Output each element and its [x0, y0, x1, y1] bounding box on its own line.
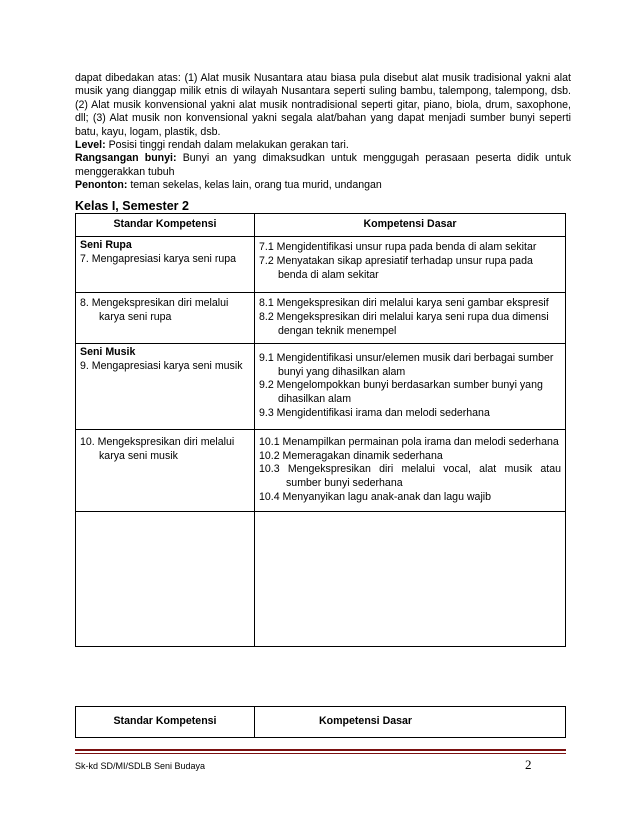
sk-heading: Seni Rupa: [80, 239, 132, 251]
rangsangan-label: Rangsangan bunyi:: [75, 152, 177, 165]
competency-table: [75, 213, 566, 647]
kd-item: 8.1 Mengekspresikan diri melalui karya seni gambar ekspresif: [259, 297, 549, 310]
kd-cell-empty: [255, 511, 566, 646]
kd-item: 10.2 Memeragakan dinamik sederhana: [259, 449, 443, 462]
footer-document-title: Sk-kd SD/MI/SDLB Seni Budaya: [75, 761, 206, 771]
competency-table-continued: [75, 706, 566, 738]
sk-heading: Seni Musik: [80, 345, 136, 358]
kd-item: 10.4 Menyanyikan lagu anak-anak dan lagu wajib: [259, 490, 492, 503]
kd-cell: [255, 429, 566, 511]
kd-item: 9.1 Mengidentifikasi unsur/elemen musik dari berbagai sumber bunyi yang dihasilkan alam: [259, 351, 554, 378]
rangsangan-text: Bunyi an yang dimaksudkan untuk menggugah perasaan peserta didik untuk menggerakkan tubuh: [75, 152, 571, 178]
table-row: [76, 237, 566, 293]
footer-rule: [75, 749, 566, 751]
page-number: 2: [525, 757, 532, 772]
kd-item: 10.1 Menampilkan permainan pola irama dan melodi sederhana: [259, 435, 559, 448]
sk-item: 8. Mengekspresikan diri melalui karya seni rupa: [80, 297, 229, 324]
sk-cell-empty: [76, 511, 255, 646]
table-header-row: [76, 214, 566, 237]
intro-text: [75, 72, 571, 193]
sk-cell: [76, 237, 255, 293]
level-label: Level:: [75, 139, 106, 152]
header-kompetensi-dasar: Kompetensi Dasar: [255, 214, 566, 237]
section-title: Kelas I, Semester 2: [75, 199, 189, 213]
kd-item: 9.2 Mengelompokkan bunyi berdasarkan sumber bunyi yang dihasilkan alam: [259, 379, 543, 406]
rangsangan-line: [75, 152, 571, 179]
kd-item: 8.2 Mengekspresikan diri melalui karya seni rupa dua dimensi dengan teknik menempel: [259, 311, 549, 337]
kd-item: 7.1 Mengidentifikasi unsur rupa pada benda di alam sekitar: [259, 241, 537, 253]
sk-item: 9. Mengapresiasi karya seni musik: [80, 359, 243, 372]
table-row: [76, 429, 566, 511]
sk-cell: [76, 293, 255, 343]
table-header-row: [76, 707, 566, 738]
sk-cell: [76, 343, 255, 429]
sk-item: 7. Mengapresiasi karya seni rupa: [80, 252, 237, 265]
kd-cell: [255, 237, 566, 293]
header-kompetensi-dasar: Kompetensi Dasar: [255, 707, 566, 738]
intro-paragraph: dapat dibedakan atas: (1) Alat musik Nusantara atau biasa pula disebut alat musik tradisional yakni alat musik yang dianggap milik etnis di wilayah Nusantara seperti suling bambu, talempong, talempong, dsb. (2) Alat musik konvensional yakni alat musik nontradisional seperti gitar, piano, biola, drum, saxophone, dll; (3) Alat musik non konvensional yakni segala alat/bahan yang dapat menjadi sumber bunyi seperti batu, kayu, logam, plastik, dsb.: [75, 72, 571, 138]
kd-item: 7.2 Menyatakan sikap apresiatif terhadap unsur rupa pada benda di alam sekitar: [259, 254, 533, 281]
table-row: [76, 293, 566, 343]
header-standar-kompetensi: Standar Kompetensi: [76, 214, 255, 237]
header-standar-kompetensi: Standar Kompetensi: [76, 707, 255, 738]
penonton-label: Penonton:: [75, 179, 128, 192]
sk-cell: [76, 429, 255, 511]
kd-cell: [255, 293, 566, 343]
sk-item: 10. Mengekspresikan diri melalui karya seni musik: [80, 435, 235, 462]
level-line: [75, 139, 571, 152]
kd-cell: [255, 343, 566, 429]
penonton-line: [75, 179, 571, 192]
footer-rule-thin: [75, 753, 566, 754]
kd-item: 9.3 Mengidentifikasi irama dan melodi sederhana: [259, 406, 490, 419]
kd-item: 10.3 Mengekspresikan diri melalui vocal, alat musik atau sumber bunyi sederhana: [259, 463, 561, 490]
penonton-text: teman sekelas, kelas lain, orang tua murid, undangan: [127, 179, 382, 192]
table-row: [76, 343, 566, 429]
table-row-empty: [76, 511, 566, 646]
level-text: Posisi tinggi rendah dalam melakukan gerakan tari.: [105, 139, 349, 152]
